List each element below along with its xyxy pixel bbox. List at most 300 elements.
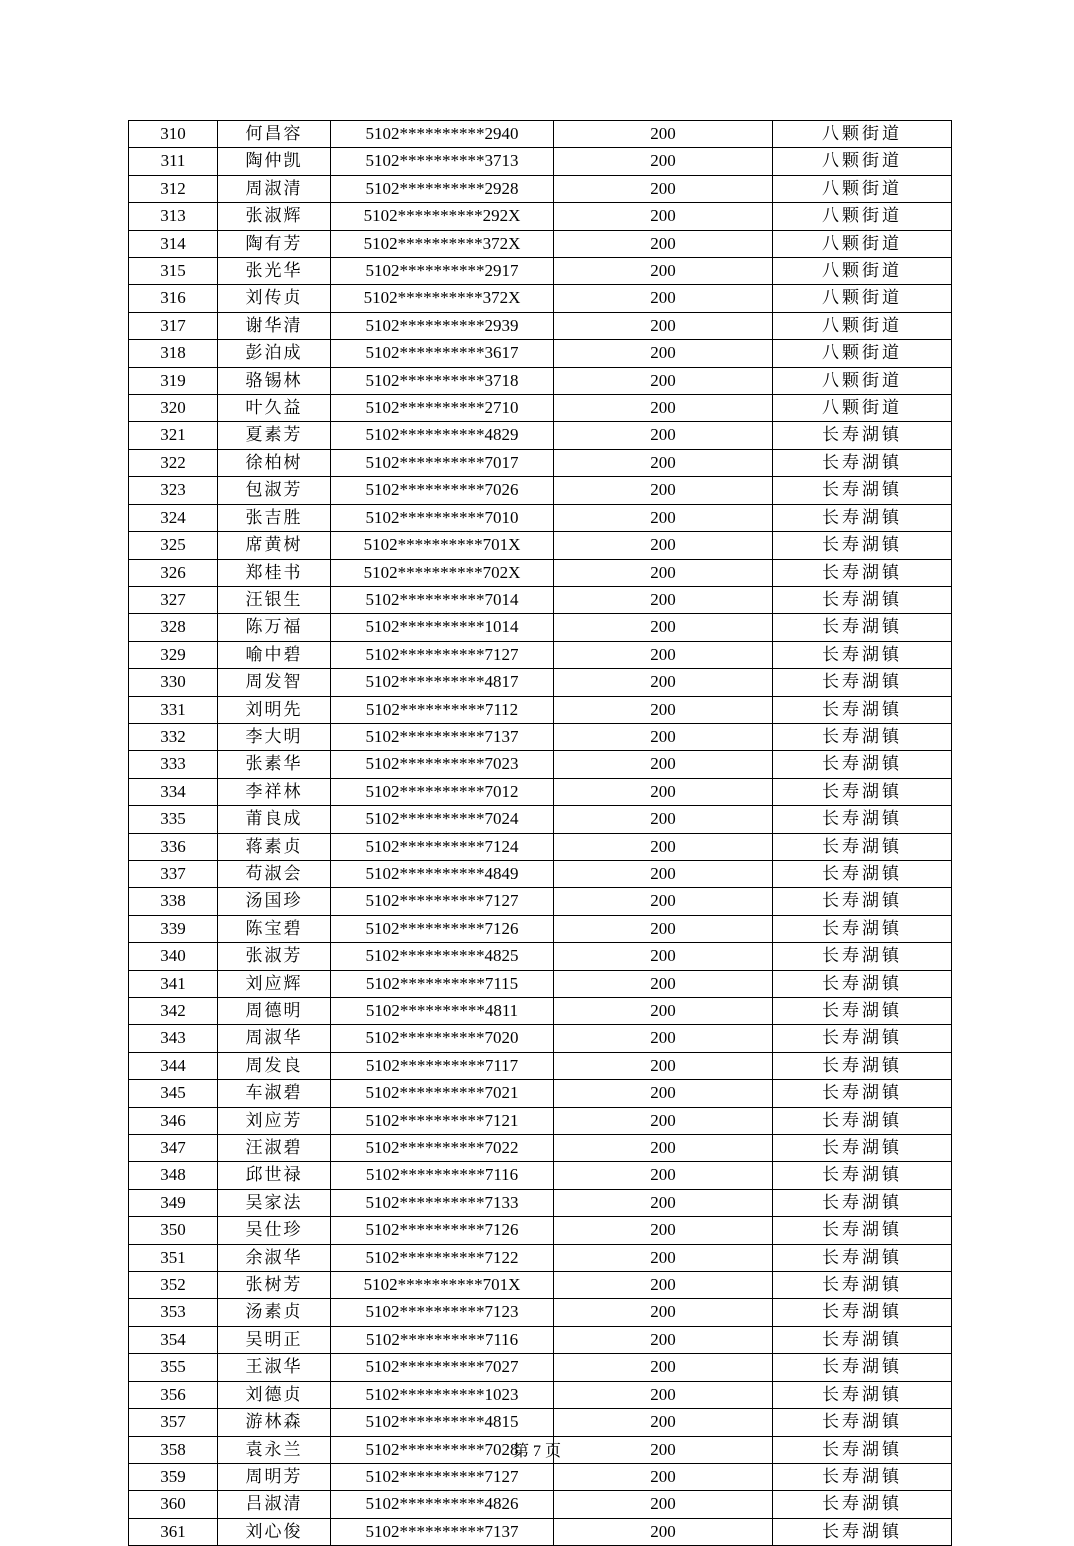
cell-name: 王淑华: [218, 1354, 331, 1381]
table-row: [129, 121, 952, 148]
cell-name: 何昌容: [218, 121, 331, 148]
cell-id-number: 5102**********2940: [331, 121, 554, 148]
cell-name: 陶有芳: [218, 230, 331, 257]
cell-amount: 200: [554, 230, 773, 257]
table-row: [129, 1052, 952, 1079]
cell-name: 周德明: [218, 998, 331, 1025]
cell-id-number: 5102**********3718: [331, 367, 554, 394]
cell-id-number: 5102**********7116: [331, 1326, 554, 1353]
cell-serial: 360: [129, 1491, 218, 1518]
table-row: [129, 1217, 952, 1244]
cell-amount: 200: [554, 1272, 773, 1299]
cell-id-number: 5102**********7122: [331, 1244, 554, 1271]
cell-id-number: 5102**********7027: [331, 1354, 554, 1381]
cell-name: 吴明正: [218, 1326, 331, 1353]
cell-name: 周发智: [218, 669, 331, 696]
cell-name: 刘传贞: [218, 285, 331, 312]
cell-area: 长寿湖镇: [773, 1162, 952, 1189]
cell-id-number: 5102**********7023: [331, 751, 554, 778]
cell-amount: 200: [554, 641, 773, 668]
cell-area: 长寿湖镇: [773, 532, 952, 559]
cell-serial: 336: [129, 833, 218, 860]
cell-area: 长寿湖镇: [773, 1409, 952, 1436]
cell-area: 长寿湖镇: [773, 1189, 952, 1216]
cell-area: 长寿湖镇: [773, 915, 952, 942]
cell-serial: 312: [129, 175, 218, 202]
table-row: [129, 669, 952, 696]
cell-area: 长寿湖镇: [773, 559, 952, 586]
cell-amount: 200: [554, 696, 773, 723]
cell-serial: 320: [129, 395, 218, 422]
cell-amount: 200: [554, 175, 773, 202]
cell-serial: 354: [129, 1326, 218, 1353]
cell-amount: 200: [554, 778, 773, 805]
table-row: [129, 258, 952, 285]
cell-serial: 322: [129, 449, 218, 476]
cell-area: 长寿湖镇: [773, 888, 952, 915]
cell-serial: 316: [129, 285, 218, 312]
cell-area: 八颗街道: [773, 175, 952, 202]
table-row: [129, 395, 952, 422]
cell-area: 长寿湖镇: [773, 778, 952, 805]
cell-area: 八颗街道: [773, 121, 952, 148]
cell-name: 彭泊成: [218, 340, 331, 367]
cell-name: 郑桂书: [218, 559, 331, 586]
cell-name: 陶仲凯: [218, 148, 331, 175]
cell-id-number: 5102**********372X: [331, 285, 554, 312]
cell-amount: 200: [554, 860, 773, 887]
cell-id-number: 5102**********7020: [331, 1025, 554, 1052]
cell-serial: 333: [129, 751, 218, 778]
cell-amount: 200: [554, 833, 773, 860]
table-row: [129, 1272, 952, 1299]
cell-serial: 317: [129, 312, 218, 339]
cell-amount: 200: [554, 1463, 773, 1490]
cell-amount: 200: [554, 1107, 773, 1134]
cell-name: 周发良: [218, 1052, 331, 1079]
cell-serial: 310: [129, 121, 218, 148]
cell-amount: 200: [554, 504, 773, 531]
cell-amount: 200: [554, 1299, 773, 1326]
cell-name: 游林森: [218, 1409, 331, 1436]
cell-area: 长寿湖镇: [773, 806, 952, 833]
cell-id-number: 5102**********7010: [331, 504, 554, 531]
cell-serial: 323: [129, 477, 218, 504]
cell-area: 长寿湖镇: [773, 970, 952, 997]
cell-amount: 200: [554, 312, 773, 339]
cell-name: 张素华: [218, 751, 331, 778]
cell-area: 长寿湖镇: [773, 1272, 952, 1299]
cell-name: 骆锡林: [218, 367, 331, 394]
cell-id-number: 5102**********701X: [331, 532, 554, 559]
cell-name: 席黄树: [218, 532, 331, 559]
cell-name: 包淑芳: [218, 477, 331, 504]
cell-serial: 346: [129, 1107, 218, 1134]
cell-id-number: 5102**********4815: [331, 1409, 554, 1436]
table-row: [129, 586, 952, 613]
cell-serial: 345: [129, 1080, 218, 1107]
cell-amount: 200: [554, 340, 773, 367]
recipient-table: [128, 120, 952, 1546]
cell-serial: 338: [129, 888, 218, 915]
cell-name: 吴家法: [218, 1189, 331, 1216]
cell-area: 长寿湖镇: [773, 833, 952, 860]
cell-id-number: 5102**********4825: [331, 943, 554, 970]
cell-name: 夏素芳: [218, 422, 331, 449]
cell-area: 长寿湖镇: [773, 1052, 952, 1079]
cell-area: 八颗街道: [773, 285, 952, 312]
cell-amount: 200: [554, 1354, 773, 1381]
cell-serial: 314: [129, 230, 218, 257]
cell-name: 张光华: [218, 258, 331, 285]
cell-id-number: 5102**********7112: [331, 696, 554, 723]
cell-name: 汪银生: [218, 586, 331, 613]
cell-area: 八颗街道: [773, 312, 952, 339]
cell-amount: 200: [554, 1326, 773, 1353]
cell-name: 刘明先: [218, 696, 331, 723]
cell-area: 长寿湖镇: [773, 1299, 952, 1326]
cell-name: 周淑华: [218, 1025, 331, 1052]
cell-area: 八颗街道: [773, 367, 952, 394]
cell-serial: 356: [129, 1381, 218, 1408]
table-row: [129, 1162, 952, 1189]
cell-name: 李祥林: [218, 778, 331, 805]
cell-serial: 332: [129, 723, 218, 750]
table-row: [129, 1381, 952, 1408]
cell-name: 陈万福: [218, 614, 331, 641]
table-row: [129, 1491, 952, 1518]
cell-serial: 318: [129, 340, 218, 367]
cell-id-number: 5102**********7024: [331, 806, 554, 833]
cell-id-number: 5102**********7121: [331, 1107, 554, 1134]
cell-area: 长寿湖镇: [773, 477, 952, 504]
cell-id-number: 5102**********7126: [331, 915, 554, 942]
table-row: [129, 312, 952, 339]
cell-name: 汪淑碧: [218, 1135, 331, 1162]
cell-serial: 315: [129, 258, 218, 285]
cell-amount: 200: [554, 395, 773, 422]
cell-serial: 340: [129, 943, 218, 970]
cell-area: 长寿湖镇: [773, 1244, 952, 1271]
cell-area: 长寿湖镇: [773, 641, 952, 668]
cell-serial: 324: [129, 504, 218, 531]
cell-name: 张吉胜: [218, 504, 331, 531]
cell-area: 八颗街道: [773, 395, 952, 422]
cell-name: 徐柏树: [218, 449, 331, 476]
cell-name: 邱世禄: [218, 1162, 331, 1189]
cell-serial: 311: [129, 148, 218, 175]
table-row: [129, 203, 952, 230]
cell-area: 长寿湖镇: [773, 696, 952, 723]
cell-amount: 200: [554, 1518, 773, 1545]
cell-name: 张淑芳: [218, 943, 331, 970]
cell-area: 长寿湖镇: [773, 422, 952, 449]
cell-id-number: 5102**********7028: [331, 1436, 554, 1463]
cell-id-number: 5102**********372X: [331, 230, 554, 257]
cell-id-number: 5102**********7133: [331, 1189, 554, 1216]
cell-serial: 335: [129, 806, 218, 833]
table-row: [129, 806, 952, 833]
cell-area: 长寿湖镇: [773, 586, 952, 613]
cell-amount: 200: [554, 1135, 773, 1162]
cell-area: 八颗街道: [773, 258, 952, 285]
cell-id-number: 5102**********3713: [331, 148, 554, 175]
cell-amount: 200: [554, 449, 773, 476]
table-row: [129, 943, 952, 970]
cell-name: 李大明: [218, 723, 331, 750]
cell-area: 长寿湖镇: [773, 1025, 952, 1052]
table-row: [129, 532, 952, 559]
cell-area: 长寿湖镇: [773, 614, 952, 641]
table-row: [129, 778, 952, 805]
cell-amount: 200: [554, 806, 773, 833]
cell-serial: 348: [129, 1162, 218, 1189]
table-row: [129, 1244, 952, 1271]
cell-amount: 200: [554, 586, 773, 613]
cell-name: 汤素贞: [218, 1299, 331, 1326]
cell-amount: 200: [554, 285, 773, 312]
cell-amount: 200: [554, 477, 773, 504]
table-row: [129, 148, 952, 175]
cell-id-number: 5102**********7137: [331, 723, 554, 750]
cell-area: 长寿湖镇: [773, 1080, 952, 1107]
page-footer: 第 7 页: [512, 1443, 561, 1460]
cell-serial: 327: [129, 586, 218, 613]
cell-amount: 200: [554, 1409, 773, 1436]
cell-area: 长寿湖镇: [773, 1518, 952, 1545]
cell-area: 八颗街道: [773, 230, 952, 257]
cell-id-number: 5102**********7127: [331, 888, 554, 915]
cell-amount: 200: [554, 888, 773, 915]
cell-area: 长寿湖镇: [773, 1463, 952, 1490]
cell-serial: 349: [129, 1189, 218, 1216]
cell-serial: 343: [129, 1025, 218, 1052]
cell-name: 刘应芳: [218, 1107, 331, 1134]
cell-serial: 361: [129, 1518, 218, 1545]
cell-serial: 321: [129, 422, 218, 449]
table-row: [129, 1326, 952, 1353]
cell-serial: 344: [129, 1052, 218, 1079]
cell-amount: 200: [554, 148, 773, 175]
cell-amount: 200: [554, 203, 773, 230]
table-row: [129, 1354, 952, 1381]
cell-name: 周明芳: [218, 1463, 331, 1490]
table-row: [129, 285, 952, 312]
cell-area: 八颗街道: [773, 340, 952, 367]
cell-amount: 200: [554, 1217, 773, 1244]
cell-name: 陈宝碧: [218, 915, 331, 942]
cell-serial: 328: [129, 614, 218, 641]
cell-id-number: 5102**********7026: [331, 477, 554, 504]
table-row: [129, 860, 952, 887]
table-row: [129, 751, 952, 778]
cell-serial: 358: [129, 1436, 218, 1463]
cell-name: 吕淑清: [218, 1491, 331, 1518]
cell-serial: 357: [129, 1409, 218, 1436]
cell-name: 莆良成: [218, 806, 331, 833]
cell-serial: 359: [129, 1463, 218, 1490]
table-row: [129, 614, 952, 641]
table-row: [129, 1025, 952, 1052]
cell-id-number: 5102**********7137: [331, 1518, 554, 1545]
cell-id-number: 5102**********701X: [331, 1272, 554, 1299]
cell-amount: 200: [554, 1025, 773, 1052]
cell-amount: 200: [554, 1080, 773, 1107]
cell-id-number: 5102**********7127: [331, 641, 554, 668]
cell-name: 车淑碧: [218, 1080, 331, 1107]
table-row: [129, 477, 952, 504]
table-row: [129, 696, 952, 723]
cell-id-number: 5102**********2939: [331, 312, 554, 339]
table-row: [129, 833, 952, 860]
cell-serial: 351: [129, 1244, 218, 1271]
cell-amount: 200: [554, 970, 773, 997]
table-row: [129, 1189, 952, 1216]
cell-amount: 200: [554, 1381, 773, 1408]
table-row: [129, 1299, 952, 1326]
cell-id-number: 5102**********7014: [331, 586, 554, 613]
cell-id-number: 5102**********7126: [331, 1217, 554, 1244]
cell-area: 长寿湖镇: [773, 1326, 952, 1353]
table-row: [129, 422, 952, 449]
table-row: [129, 449, 952, 476]
cell-name: 蒋素贞: [218, 833, 331, 860]
cell-amount: 200: [554, 1436, 773, 1463]
cell-area: 长寿湖镇: [773, 449, 952, 476]
table-row: [129, 1518, 952, 1545]
table-row: [129, 1080, 952, 1107]
cell-serial: 352: [129, 1272, 218, 1299]
cell-area: 长寿湖镇: [773, 860, 952, 887]
table-row: [129, 888, 952, 915]
cell-name: 余淑华: [218, 1244, 331, 1271]
table-row: [129, 1463, 952, 1490]
cell-serial: 342: [129, 998, 218, 1025]
table-body: [129, 121, 952, 1546]
table-row: [129, 340, 952, 367]
cell-amount: 200: [554, 1052, 773, 1079]
cell-amount: 200: [554, 614, 773, 641]
cell-id-number: 5102**********1014: [331, 614, 554, 641]
cell-area: 长寿湖镇: [773, 1436, 952, 1463]
cell-amount: 200: [554, 367, 773, 394]
cell-serial: 325: [129, 532, 218, 559]
cell-id-number: 5102**********2928: [331, 175, 554, 202]
cell-amount: 200: [554, 915, 773, 942]
cell-id-number: 5102**********7017: [331, 449, 554, 476]
cell-name: 叶久益: [218, 395, 331, 422]
table-row: [129, 1107, 952, 1134]
cell-id-number: 5102**********7127: [331, 1463, 554, 1490]
cell-id-number: 5102**********4817: [331, 669, 554, 696]
cell-area: 长寿湖镇: [773, 1354, 952, 1381]
cell-serial: 330: [129, 669, 218, 696]
cell-area: 长寿湖镇: [773, 1491, 952, 1518]
cell-id-number: 5102**********7115: [331, 970, 554, 997]
cell-amount: 200: [554, 422, 773, 449]
cell-amount: 200: [554, 121, 773, 148]
cell-amount: 200: [554, 1244, 773, 1271]
cell-id-number: 5102**********4849: [331, 860, 554, 887]
cell-serial: 319: [129, 367, 218, 394]
cell-area: 长寿湖镇: [773, 723, 952, 750]
cell-area: 长寿湖镇: [773, 1217, 952, 1244]
cell-amount: 200: [554, 1162, 773, 1189]
cell-serial: 347: [129, 1135, 218, 1162]
cell-name: 谢华清: [218, 312, 331, 339]
cell-id-number: 5102**********7012: [331, 778, 554, 805]
table-row: [129, 559, 952, 586]
cell-name: 喻中碧: [218, 641, 331, 668]
cell-serial: 334: [129, 778, 218, 805]
table-row: [129, 367, 952, 394]
cell-serial: 350: [129, 1217, 218, 1244]
cell-id-number: 5102**********7123: [331, 1299, 554, 1326]
cell-serial: 331: [129, 696, 218, 723]
cell-amount: 200: [554, 669, 773, 696]
cell-area: 长寿湖镇: [773, 1381, 952, 1408]
cell-amount: 200: [554, 943, 773, 970]
cell-amount: 200: [554, 1491, 773, 1518]
table-row: [129, 1409, 952, 1436]
cell-id-number: 5102**********7022: [331, 1135, 554, 1162]
cell-area: 长寿湖镇: [773, 943, 952, 970]
cell-area: 八颗街道: [773, 148, 952, 175]
cell-amount: 200: [554, 1189, 773, 1216]
cell-name: 苟淑会: [218, 860, 331, 887]
cell-amount: 200: [554, 532, 773, 559]
table-row: [129, 641, 952, 668]
cell-name: 吴仕珍: [218, 1217, 331, 1244]
cell-name: 刘应辉: [218, 970, 331, 997]
table-row: [129, 998, 952, 1025]
cell-area: 八颗街道: [773, 203, 952, 230]
cell-area: 长寿湖镇: [773, 1107, 952, 1134]
cell-name: 刘德贞: [218, 1381, 331, 1408]
cell-serial: 353: [129, 1299, 218, 1326]
cell-amount: 200: [554, 559, 773, 586]
cell-id-number: 5102**********7117: [331, 1052, 554, 1079]
cell-id-number: 5102**********292X: [331, 203, 554, 230]
cell-serial: 339: [129, 915, 218, 942]
table-row: [129, 230, 952, 257]
cell-area: 长寿湖镇: [773, 504, 952, 531]
cell-id-number: 5102**********2710: [331, 395, 554, 422]
cell-id-number: 5102**********7124: [331, 833, 554, 860]
cell-area: 长寿湖镇: [773, 669, 952, 696]
table-row: [129, 970, 952, 997]
table-row: [129, 915, 952, 942]
cell-area: 长寿湖镇: [773, 998, 952, 1025]
cell-serial: 313: [129, 203, 218, 230]
cell-amount: 200: [554, 723, 773, 750]
cell-amount: 200: [554, 998, 773, 1025]
cell-id-number: 5102**********1023: [331, 1381, 554, 1408]
cell-id-number: 5102**********7021: [331, 1080, 554, 1107]
cell-area: 长寿湖镇: [773, 1135, 952, 1162]
cell-area: 长寿湖镇: [773, 751, 952, 778]
cell-name: 周淑清: [218, 175, 331, 202]
cell-serial: 326: [129, 559, 218, 586]
cell-id-number: 5102**********4829: [331, 422, 554, 449]
table-row: [129, 1135, 952, 1162]
table-row: [129, 504, 952, 531]
cell-serial: 355: [129, 1354, 218, 1381]
cell-name: 张树芳: [218, 1272, 331, 1299]
cell-name: 刘心俊: [218, 1518, 331, 1545]
cell-amount: 200: [554, 751, 773, 778]
cell-amount: 200: [554, 258, 773, 285]
